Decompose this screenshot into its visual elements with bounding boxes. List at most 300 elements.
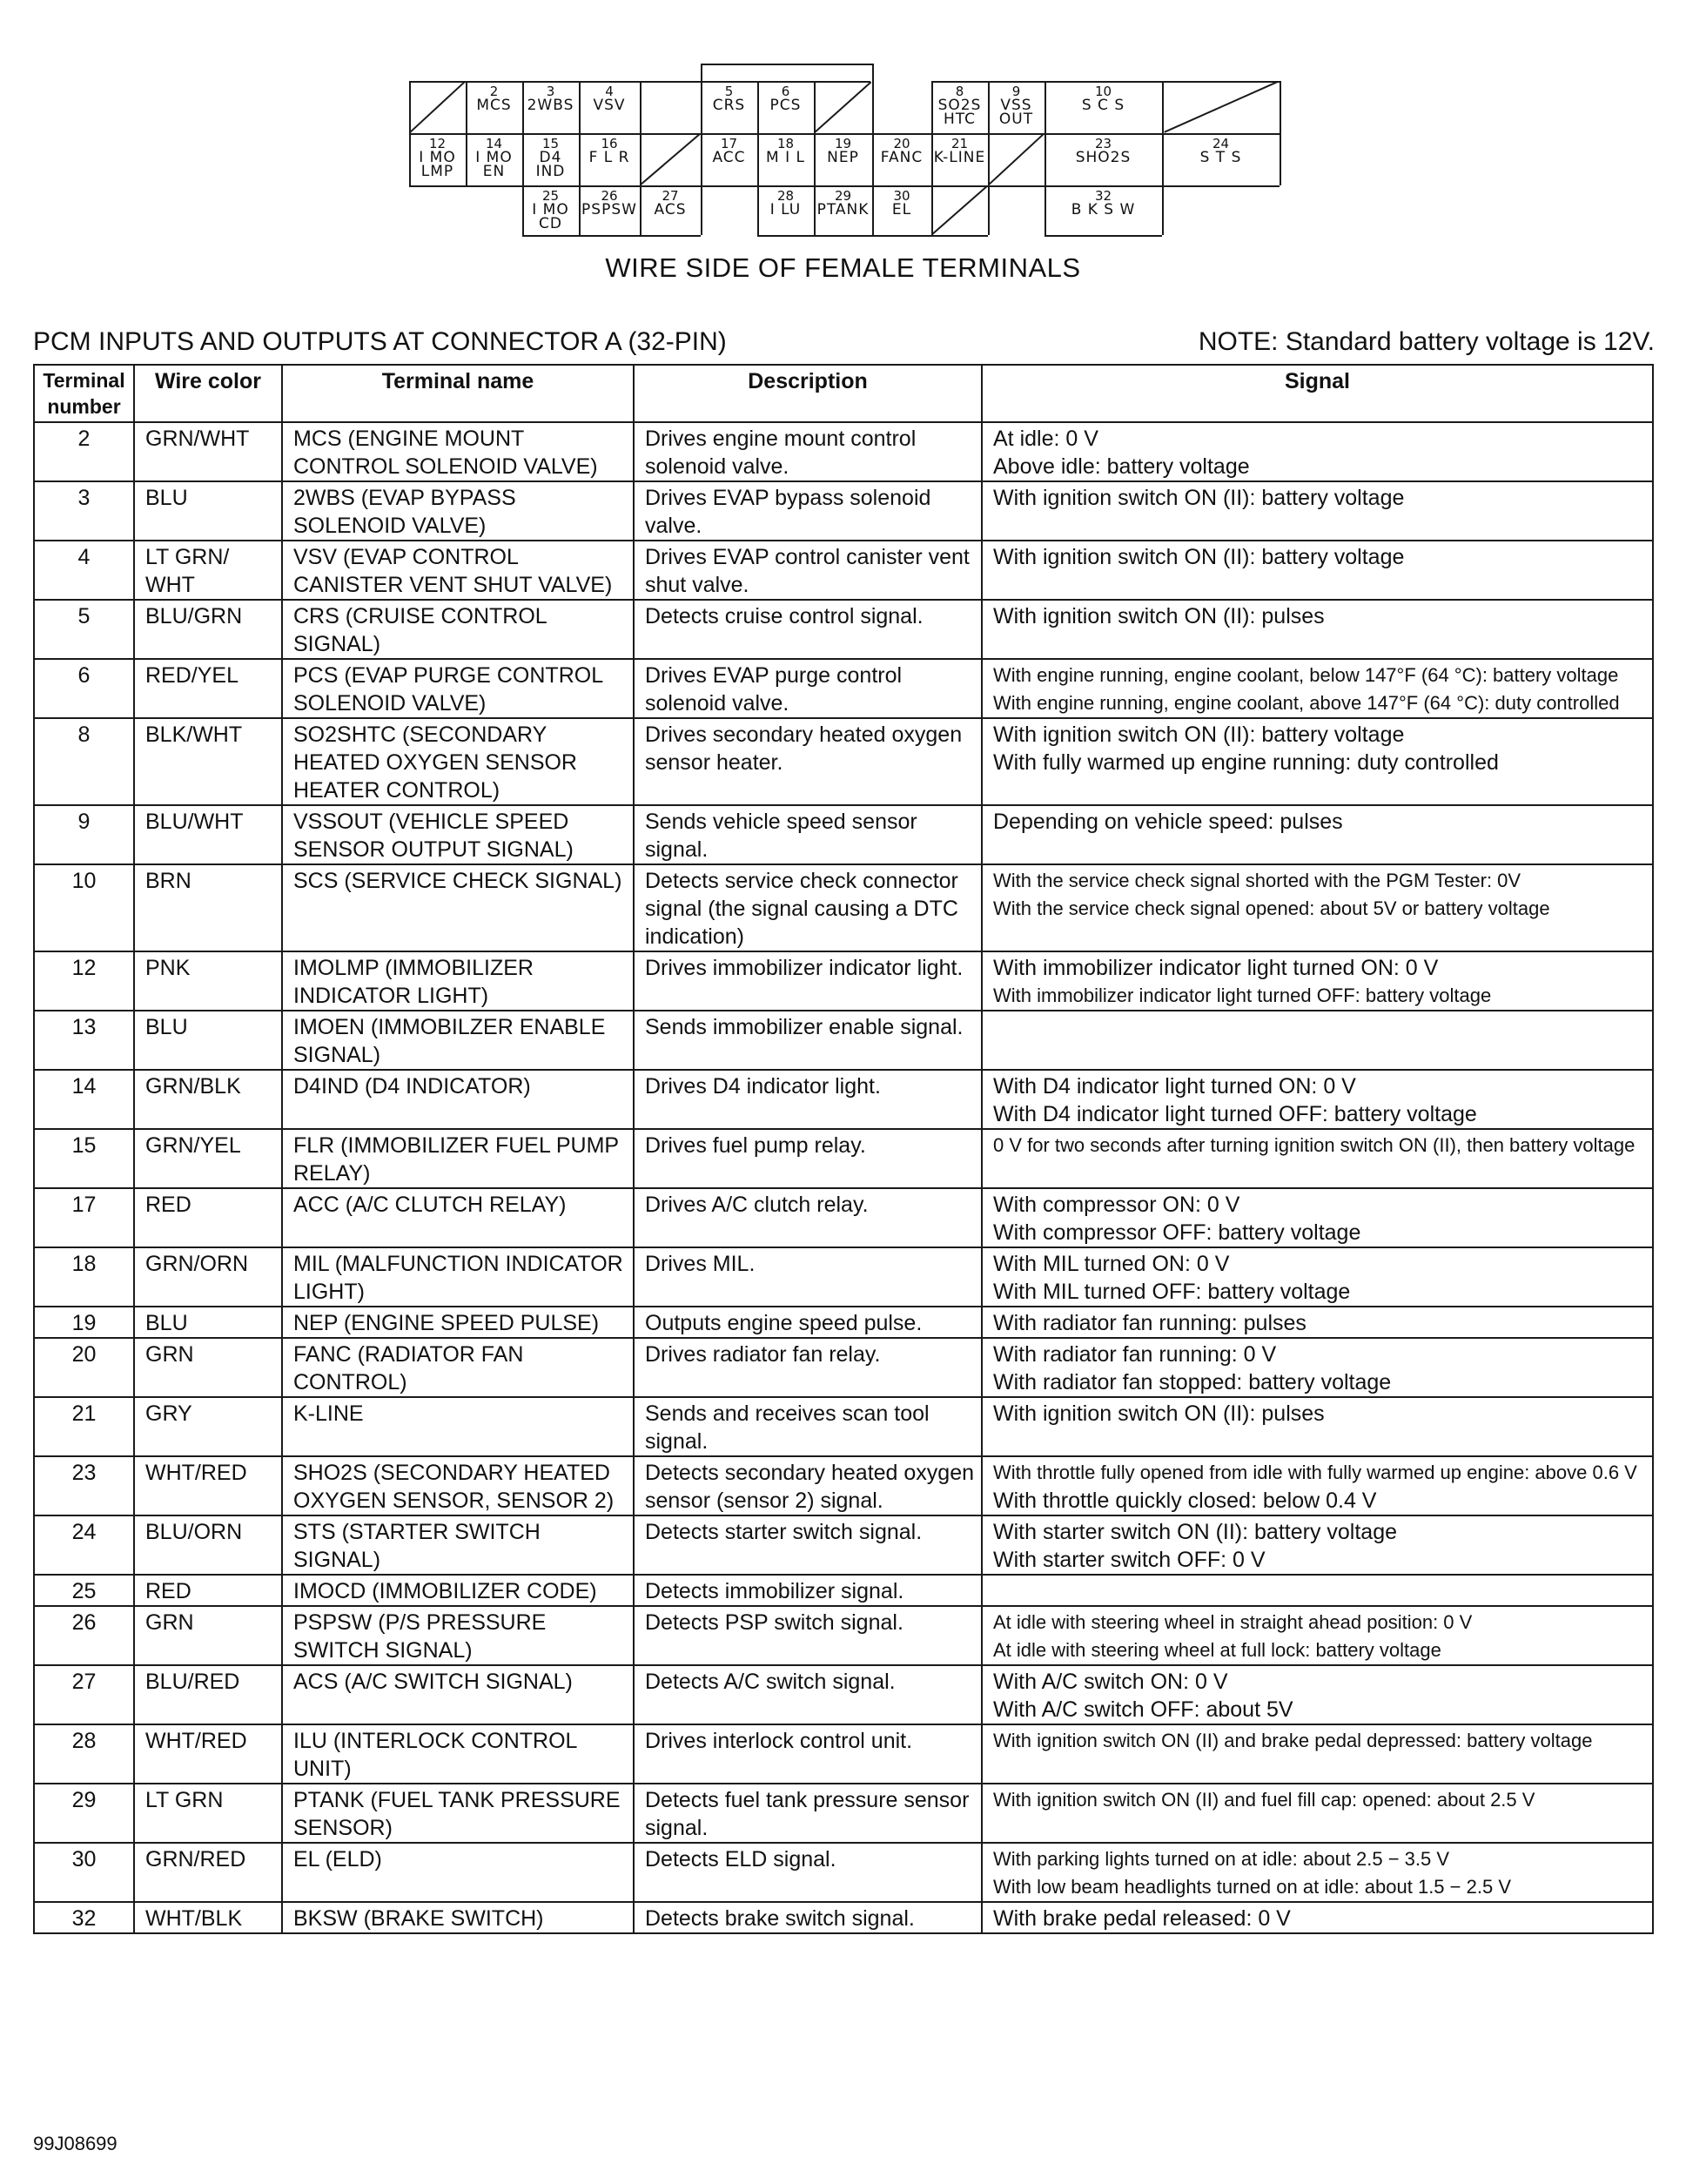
signal-cell (982, 659, 1653, 718)
connector-grid-line (814, 81, 816, 235)
connector-pin-cell (579, 133, 640, 185)
connector-grid-line (409, 185, 1280, 187)
table-row (34, 1011, 1653, 1070)
signal-cell (982, 805, 1653, 864)
terminal-name-cell: D4IND (D4 INDICATOR) (282, 1070, 634, 1129)
terminal-number-cell: 15 (34, 1129, 134, 1188)
signal-line: With ignition switch ON (II) and fuel fill cap: opened: about 2.5 V (993, 1789, 1535, 1811)
header-terminal-name: Terminal name (282, 365, 634, 422)
terminal-number-cell: 2 (34, 422, 134, 481)
connector-pin-cell (757, 81, 814, 133)
pin-number: 10 (1094, 84, 1112, 99)
wire-color-cell: BLU/GRN (134, 600, 282, 659)
description-cell: Drives fuel pump relay. (634, 1129, 982, 1188)
wire-color-cell: BLU (134, 1307, 282, 1338)
wire-color-cell: PNK (134, 951, 282, 1011)
connector-caption: WIRE SIDE OF FEMALE TERMINALS (605, 252, 1081, 283)
pin-number: 24 (1212, 136, 1230, 151)
connector-pin-cell (522, 185, 579, 235)
terminal-name-cell: IMOLMP (IMMOBILIZER INDICATOR LIGHT) (282, 951, 634, 1011)
signal-cell (982, 1456, 1653, 1515)
signal-line: With starter switch OFF: 0 V (993, 1548, 1266, 1572)
pin-number: 20 (893, 136, 910, 151)
signal-cell (982, 1338, 1653, 1397)
connector-grid-line (931, 81, 933, 235)
pin-label: MCS (476, 97, 512, 114)
terminal-name-cell: SO2SHTC (SECONDARY HEATED OXYGEN SENSOR HEATER CONTROL) (282, 718, 634, 805)
pin-label: F L R (588, 149, 630, 166)
description-cell: Detects cruise control signal. (634, 600, 982, 659)
wire-color-cell: GRN/RED (134, 1843, 282, 1902)
table-header-row (34, 365, 1653, 422)
wire-color-cell: WHT/RED (134, 1724, 282, 1784)
connector-pin-cell (931, 81, 988, 133)
connector-pin-cell (640, 185, 701, 235)
connector-pin-cell (757, 133, 814, 185)
signal-line: With A/C switch OFF: about 5V (993, 1697, 1293, 1722)
terminal-number-cell: 21 (34, 1397, 134, 1456)
pin-number: 21 (950, 136, 969, 151)
terminal-name-cell: PSPSW (P/S PRESSURE SWITCH SIGNAL) (282, 1606, 634, 1665)
table-row (34, 1307, 1653, 1338)
signal-cell (982, 1397, 1653, 1456)
signal-cell (982, 1843, 1653, 1902)
connector-pin-cell (1162, 133, 1280, 185)
description-cell: Detects brake switch signal. (634, 1902, 982, 1933)
table-row (34, 1247, 1653, 1307)
description-cell: Sends and receives scan tool signal. (634, 1397, 982, 1456)
connector-pin-cell (466, 133, 522, 185)
pin-label: PCS (769, 97, 802, 114)
connector-pin-cell (522, 133, 579, 185)
connector-pin-cell (466, 81, 522, 133)
pin-label: M I L (766, 149, 805, 166)
signal-line: With compressor OFF: battery voltage (993, 1220, 1361, 1245)
signal-line: With D4 indicator light turned ON: 0 V (993, 1074, 1356, 1099)
description-cell: Drives EVAP purge control solenoid valve. (634, 659, 982, 718)
terminal-name-cell: FANC (RADIATOR FAN CONTROL) (282, 1338, 634, 1397)
pin-label: I MO EN (475, 149, 513, 180)
pin-label: S C S (1081, 97, 1125, 114)
description-cell: Detects fuel tank pressure sensor signal. (634, 1784, 982, 1843)
signal-cell (982, 541, 1653, 600)
terminal-name-cell: MIL (MALFUNCTION INDICATOR LIGHT) (282, 1247, 634, 1307)
connector-grid-line (522, 235, 701, 237)
signal-line: With brake pedal released: 0 V (993, 1906, 1291, 1931)
pin-label: B K S W (1071, 201, 1136, 218)
table-row (34, 1665, 1653, 1724)
connector-pin-cell (872, 185, 931, 235)
signal-line: With throttle fully opened from idle with fully warmed up engine: above 0.6 V (993, 1462, 1637, 1483)
connector-grid-line (988, 81, 990, 235)
pin-label: FANC (880, 149, 924, 166)
signal-cell (982, 1307, 1653, 1338)
description-cell: Drives interlock control unit. (634, 1724, 982, 1784)
signal-cell (982, 1070, 1653, 1129)
table-row (34, 1070, 1653, 1129)
pin-number: 6 (781, 84, 790, 99)
table-row (34, 481, 1653, 541)
pin-label: I MO LMP (419, 149, 456, 180)
pin-number: 3 (546, 84, 555, 99)
connector-grid-line (757, 235, 988, 237)
connector-pin-cell (701, 133, 757, 185)
table-row (34, 1456, 1653, 1515)
header-terminal-number: Terminal number (34, 365, 134, 422)
pin-number: 28 (776, 188, 795, 204)
table-body (34, 422, 1653, 1933)
description-cell: Detects ELD signal. (634, 1843, 982, 1902)
pin-label: PTANK (816, 201, 870, 218)
table-row (34, 541, 1653, 600)
pin-number: 26 (601, 188, 618, 204)
signal-line: 0 V for two seconds after turning ignition switch ON (II), then battery voltage (993, 1134, 1636, 1156)
terminal-number-cell: 4 (34, 541, 134, 600)
description-cell: Detects A/C switch signal. (634, 1665, 982, 1724)
terminal-number-cell: 17 (34, 1188, 134, 1247)
terminal-number-cell: 27 (34, 1665, 134, 1724)
terminal-name-cell: PCS (EVAP PURGE CONTROL SOLENOID VALVE) (282, 659, 634, 718)
connector-pin-cell (522, 81, 579, 133)
connector-pin-cell (1045, 133, 1162, 185)
table-row (34, 659, 1653, 718)
terminal-number-cell: 28 (34, 1724, 134, 1784)
signal-cell (982, 1784, 1653, 1843)
connector-grid-line (409, 133, 1280, 135)
pin-number: 18 (776, 136, 795, 151)
connector-grid-line (701, 64, 872, 65)
pin-label: S T S (1199, 149, 1242, 166)
wire-color-cell: LT GRN/ WHT (134, 541, 282, 600)
table-row (34, 422, 1653, 481)
signal-line: With compressor ON: 0 V (993, 1193, 1240, 1217)
connector-grid-line (1045, 81, 1046, 235)
pin-label: ACC (712, 149, 746, 166)
signal-line: With ignition switch ON (II) and brake pedal depressed: battery voltage (993, 1730, 1593, 1751)
terminal-number-cell: 20 (34, 1338, 134, 1397)
pin-number: 32 (1094, 188, 1112, 204)
pin-number: 9 (1011, 84, 1021, 99)
signal-cell (982, 1724, 1653, 1784)
pcm-io-table (33, 364, 1654, 1934)
connector-grid-line (931, 81, 1280, 83)
terminal-number-cell: 23 (34, 1456, 134, 1515)
section-title: PCM INPUTS AND OUTPUTS AT CONNECTOR A (32-PIN) (33, 327, 727, 356)
signal-line: With throttle quickly closed: below 0.4 V (993, 1488, 1377, 1513)
wire-color-cell: GRN (134, 1338, 282, 1397)
terminal-name-cell: CRS (CRUISE CONTROL SIGNAL) (282, 600, 634, 659)
signal-cell (982, 1247, 1653, 1307)
signal-cell (982, 1011, 1653, 1070)
signal-line: With radiator fan stopped: battery voltage (993, 1370, 1392, 1394)
wire-color-cell: GRN/ORN (134, 1247, 282, 1307)
pin-number: 19 (834, 136, 852, 151)
description-cell: Drives EVAP control canister vent shut valve. (634, 541, 982, 600)
signal-line: With radiator fan running: 0 V (993, 1342, 1277, 1367)
terminal-name-cell: VSV (EVAP CONTROL CANISTER VENT SHUT VALVE) (282, 541, 634, 600)
connector-grid-line (579, 81, 581, 235)
wire-color-cell: BLU/ORN (134, 1515, 282, 1575)
signal-line: Above idle: battery voltage (993, 454, 1250, 479)
terminal-number-cell: 30 (34, 1843, 134, 1902)
connector-pin-cell (579, 81, 640, 133)
terminal-number-cell: 10 (34, 864, 134, 951)
terminal-number-cell: 14 (34, 1070, 134, 1129)
connector-pin-cell (1045, 81, 1162, 133)
signal-line: With MIL turned OFF: battery voltage (993, 1280, 1351, 1304)
description-cell: Drives immobilizer indicator light. (634, 951, 982, 1011)
pin-label: I MO CD (532, 201, 569, 232)
signal-line: With ignition switch ON (II): battery voltage (993, 486, 1405, 510)
signal-line: With A/C switch ON: 0 V (993, 1670, 1228, 1694)
wire-color-cell: BLU (134, 481, 282, 541)
terminal-name-cell: STS (STARTER SWITCH SIGNAL) (282, 1515, 634, 1575)
table-row (34, 1338, 1653, 1397)
signal-cell (982, 422, 1653, 481)
connector-pin-cell (701, 81, 757, 133)
signal-line: With D4 indicator light turned OFF: battery voltage (993, 1102, 1477, 1126)
wire-color-cell: BLK/WHT (134, 718, 282, 805)
description-cell: Drives D4 indicator light. (634, 1070, 982, 1129)
description-cell: Detects service check connector signal (the signal causing a DTC indication) (634, 864, 982, 951)
signal-cell (982, 600, 1653, 659)
table-row (34, 1902, 1653, 1933)
terminal-name-cell: K-LINE (282, 1397, 634, 1456)
terminal-number-cell: 29 (34, 1784, 134, 1843)
pin-number: 12 (428, 136, 447, 151)
signal-line: At idle with steering wheel at full lock: battery voltage (993, 1639, 1441, 1661)
terminal-number-cell: 3 (34, 481, 134, 541)
table-row (34, 1515, 1653, 1575)
terminal-name-cell: BKSW (BRAKE SWITCH) (282, 1902, 634, 1933)
signal-line: With parking lights turned on at idle: about 2.5 − 3.5 V (993, 1848, 1450, 1870)
wire-color-cell: BLU/WHT (134, 805, 282, 864)
signal-line: With immobilizer indicator light turned ON: 0 V (993, 956, 1439, 980)
pin-number: 27 (662, 188, 679, 204)
connector-grid-line (1162, 81, 1164, 235)
terminal-number-cell: 9 (34, 805, 134, 864)
description-cell: Drives secondary heated oxygen sensor heater. (634, 718, 982, 805)
signal-line: With the service check signal opened: about 5V or battery voltage (993, 897, 1550, 919)
pin-number: 30 (893, 188, 910, 204)
wire-color-cell: WHT/BLK (134, 1902, 282, 1933)
terminal-name-cell: ACC (A/C CLUTCH RELAY) (282, 1188, 634, 1247)
table-row (34, 1606, 1653, 1665)
signal-cell (982, 951, 1653, 1011)
connector-grid-line (701, 64, 702, 235)
description-cell: Detects starter switch signal. (634, 1515, 982, 1575)
signal-cell (982, 1665, 1653, 1724)
pin-label: ACS (654, 201, 687, 218)
terminal-number-cell: 19 (34, 1307, 134, 1338)
signal-cell (982, 1188, 1653, 1247)
terminal-number-cell: 12 (34, 951, 134, 1011)
description-cell: Drives MIL. (634, 1247, 982, 1307)
wire-color-cell: GRN/BLK (134, 1070, 282, 1129)
terminal-name-cell: IMOEN (IMMOBILZER ENABLE SIGNAL) (282, 1011, 634, 1070)
wire-color-cell: WHT/RED (134, 1456, 282, 1515)
signal-cell (982, 1575, 1653, 1606)
terminal-number-cell: 8 (34, 718, 134, 805)
terminal-number-cell: 25 (34, 1575, 134, 1606)
description-cell: Detects PSP switch signal. (634, 1606, 982, 1665)
pin-label: VSS OUT (998, 97, 1034, 128)
table-row (34, 1784, 1653, 1843)
terminal-name-cell: SHO2S (SECONDARY HEATED OXYGEN SENSOR, SENSOR 2) (282, 1456, 634, 1515)
wire-color-cell: GRN/YEL (134, 1129, 282, 1188)
wire-color-cell: BRN (134, 864, 282, 951)
description-cell: Detects immobilizer signal. (634, 1575, 982, 1606)
table-row (34, 951, 1653, 1011)
description-cell: Sends immobilizer enable signal. (634, 1011, 982, 1070)
connector-blank-cell (640, 133, 701, 185)
pin-number: 17 (720, 136, 738, 151)
signal-cell (982, 718, 1653, 805)
pin-number: 4 (605, 84, 614, 99)
table-row (34, 1575, 1653, 1606)
terminal-name-cell: FLR (IMMOBILIZER FUEL PUMP RELAY) (282, 1129, 634, 1188)
description-cell: Drives A/C clutch relay. (634, 1188, 982, 1247)
terminal-name-cell: EL (ELD) (282, 1843, 634, 1902)
pin-number: 5 (724, 84, 734, 99)
connector-blank-cell (988, 133, 1045, 185)
terminal-name-cell: MCS (ENGINE MOUNT CONTROL SOLENOID VALVE) (282, 422, 634, 481)
signal-line: With ignition switch ON (II): pulses (993, 604, 1325, 628)
connector-grid-line (409, 81, 411, 185)
pin-label: SO2S HTC (937, 97, 982, 128)
signal-line: With starter switch ON (II): battery voltage (993, 1520, 1398, 1544)
signal-line: At idle: 0 V (993, 427, 1098, 451)
terminal-number-cell: 13 (34, 1011, 134, 1070)
signal-cell (982, 1515, 1653, 1575)
pin-label: NEP (827, 149, 859, 166)
terminal-name-cell: SCS (SERVICE CHECK SIGNAL) (282, 864, 634, 951)
table-row (34, 718, 1653, 805)
signal-line: With low beam headlights turned on at idle: about 1.5 − 2.5 V (993, 1876, 1511, 1898)
description-cell: Drives engine mount control solenoid valve. (634, 422, 982, 481)
wire-color-cell: RED (134, 1188, 282, 1247)
connector-pin-cell (814, 185, 872, 235)
header-wire-color: Wire color (134, 365, 282, 422)
description-cell: Drives radiator fan relay. (634, 1338, 982, 1397)
pin-label: EL (891, 201, 912, 218)
signal-cell (982, 481, 1653, 541)
signal-line: At idle with steering wheel in straight ahead position: 0 V (993, 1611, 1473, 1633)
signal-line: With engine running, engine coolant, above 147°F (64 °C): duty controlled (993, 692, 1620, 714)
connector-pin-cell (814, 133, 872, 185)
pin-number: 25 (541, 188, 560, 204)
connector-pin-cell (409, 133, 466, 185)
connector-blank-cell (409, 81, 466, 133)
pin-label: VSV (593, 97, 626, 114)
pin-label: CRS (712, 97, 746, 114)
connector-grid-line (640, 81, 641, 235)
connector-pin-cell (931, 133, 988, 185)
signal-line: With fully warmed up engine running: duty controlled (993, 750, 1499, 775)
wire-color-cell: GRY (134, 1397, 282, 1456)
wire-color-cell: RED (134, 1575, 282, 1606)
signal-line: With ignition switch ON (II): battery voltage (993, 722, 1405, 747)
header-description: Description (634, 365, 982, 422)
pin-label: K-LINE (933, 149, 986, 166)
connector-diagram (0, 0, 1686, 252)
table-row (34, 1129, 1653, 1188)
signal-line: Depending on vehicle speed: pulses (993, 810, 1343, 834)
connector-grid-line (1280, 81, 1281, 185)
signal-line: With MIL turned ON: 0 V (993, 1252, 1230, 1276)
signal-line: With radiator fan running: pulses (993, 1311, 1306, 1335)
connector-blank-cell (1162, 81, 1280, 133)
wire-color-cell: BLU (134, 1011, 282, 1070)
description-cell: Outputs engine speed pulse. (634, 1307, 982, 1338)
connector-blank-cell (931, 185, 988, 235)
terminal-number-cell: 24 (34, 1515, 134, 1575)
terminal-name-cell: 2WBS (EVAP BYPASS SOLENOID VALVE) (282, 481, 634, 541)
table-row (34, 1188, 1653, 1247)
pin-label: SHO2S (1075, 149, 1132, 166)
signal-line: With immobilizer indicator light turned OFF: battery voltage (993, 984, 1492, 1006)
terminal-number-cell: 26 (34, 1606, 134, 1665)
header-signal: Signal (982, 365, 1653, 422)
connector-grid-line (757, 81, 759, 235)
wire-color-cell: LT GRN (134, 1784, 282, 1843)
pin-label: PSPSW (581, 201, 637, 218)
terminal-name-cell: ILU (INTERLOCK CONTROL UNIT) (282, 1724, 634, 1784)
terminal-number-cell: 32 (34, 1902, 134, 1933)
signal-cell (982, 1129, 1653, 1188)
connector-grid-line (872, 64, 874, 235)
table-row (34, 1843, 1653, 1902)
signal-line: With ignition switch ON (II): pulses (993, 1401, 1325, 1426)
terminal-name-cell: PTANK (FUEL TANK PRESSURE SENSOR) (282, 1784, 634, 1843)
signal-cell (982, 1902, 1653, 1933)
connector-pin-cell (579, 185, 640, 235)
signal-cell (982, 864, 1653, 951)
terminal-name-cell: VSSOUT (VEHICLE SPEED SENSOR OUTPUT SIGNAL) (282, 805, 634, 864)
table-row (34, 864, 1653, 951)
terminal-number-cell: 18 (34, 1247, 134, 1307)
pin-label: I LU (769, 201, 802, 218)
table-row (34, 1397, 1653, 1456)
wire-color-cell: GRN (134, 1606, 282, 1665)
terminal-number-cell: 6 (34, 659, 134, 718)
connector-pin-cell (1045, 185, 1162, 235)
pin-number: 2 (489, 84, 499, 99)
connector-grid-line (1045, 235, 1162, 237)
connector-pin-cell (988, 81, 1045, 133)
connector-grid-line (466, 81, 467, 185)
pin-number: 29 (834, 188, 852, 204)
pin-number: 16 (601, 136, 618, 151)
table-row (34, 600, 1653, 659)
description-cell: Sends vehicle speed sensor signal. (634, 805, 982, 864)
table-row (34, 805, 1653, 864)
connector-grid-line (522, 81, 524, 235)
pin-label: D4 IND (535, 149, 566, 180)
description-cell: Drives EVAP bypass solenoid valve. (634, 481, 982, 541)
pin-number: 15 (541, 136, 560, 151)
signal-line: With engine running, engine coolant, below 147°F (64 °C): battery voltage (993, 664, 1619, 686)
wire-color-cell: GRN/WHT (134, 422, 282, 481)
terminal-name-cell: ACS (A/C SWITCH SIGNAL) (282, 1665, 634, 1724)
wire-color-cell: RED/YEL (134, 659, 282, 718)
terminal-name-cell: IMOCD (IMMOBILIZER CODE) (282, 1575, 634, 1606)
signal-line: With the service check signal shorted with the PGM Tester: 0V (993, 870, 1521, 891)
terminal-number-cell: 5 (34, 600, 134, 659)
signal-cell (982, 1606, 1653, 1665)
connector-blank-cell (814, 81, 872, 133)
pin-number: 14 (485, 136, 503, 151)
